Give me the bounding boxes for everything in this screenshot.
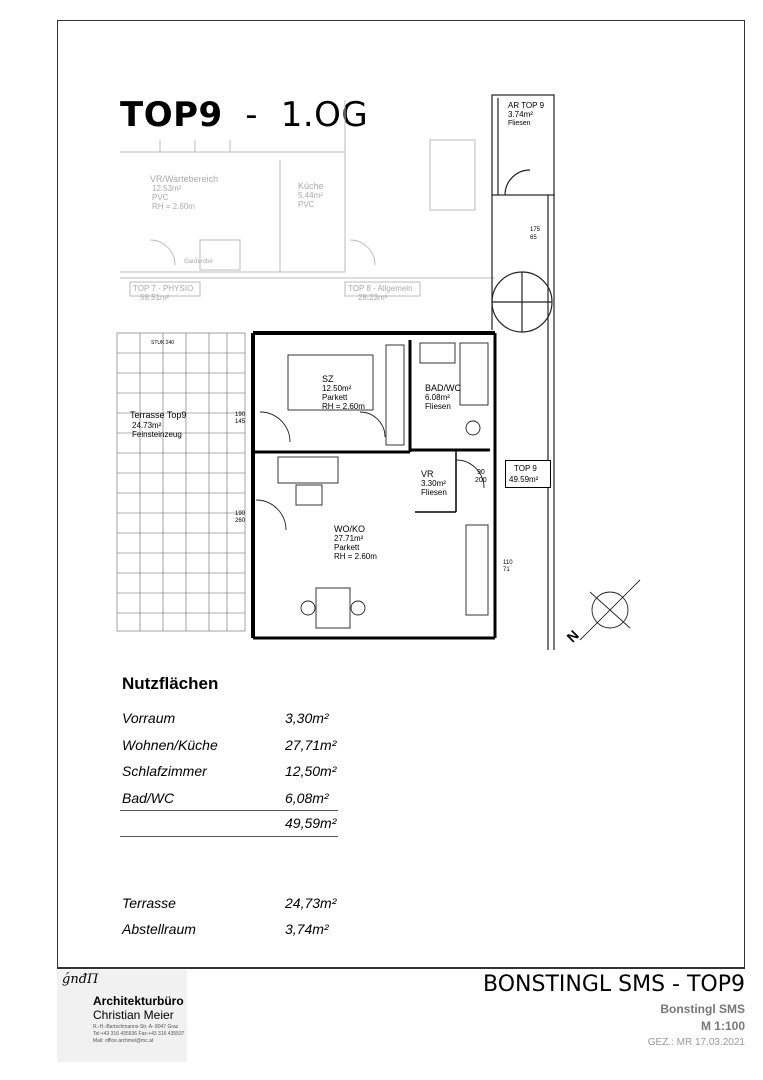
area-value: 24,73m²	[285, 895, 337, 911]
firm-mail: Mail: office.archmei@mc.at	[93, 1038, 154, 1044]
area-row	[122, 737, 382, 757]
room-label-wartebereich: VR/Wartebereich	[150, 174, 219, 184]
project-title: BONSTINGL SMS - TOP9	[483, 972, 745, 997]
room-area-terrace: 24.73m²	[132, 421, 162, 430]
tag-top7: TOP 7 - PHYSIO	[133, 284, 194, 293]
dim-260: 260	[235, 518, 246, 524]
room-height-sz: RH = 2.60m	[322, 402, 365, 411]
area-value: 3,30m²	[285, 710, 329, 726]
room-floor-wartebereich: PVC	[152, 193, 169, 202]
project-subtitle: Bonstingl SMS	[660, 1002, 745, 1016]
footer-divider	[57, 968, 745, 969]
room-area-vr: 3.30m²	[421, 479, 446, 488]
area-total: 49,59m²	[285, 815, 337, 831]
room-area-ar: 3.74m²	[508, 110, 533, 119]
room-floor-vr: Fliesen	[421, 488, 447, 497]
tag-top8: TOP 8 - Allgemein	[348, 284, 413, 293]
top9-tag	[505, 460, 551, 488]
area-value: 12,50m²	[285, 763, 337, 779]
room-label-ar: AR TOP 9	[508, 101, 545, 110]
area-name: Bad/WC	[122, 790, 175, 806]
room-area-sz: 12.50m²	[322, 384, 352, 393]
room-label-kueche: Küche	[298, 181, 324, 191]
area-value: 3,74m²	[285, 921, 329, 937]
room-area-bad: 6.08m²	[425, 393, 450, 402]
room-floor-sz: Parkett	[322, 393, 348, 402]
room-label-terrace: Terrasse Top9	[130, 410, 187, 420]
area-name: Vorraum	[122, 710, 176, 726]
firm-address: R.-H.-Bartschmanns-Str. A- 8047 Graz	[93, 1024, 179, 1030]
firm-name-line1: Architekturbüro	[93, 994, 184, 1008]
tag-top8-area: 28.23m²	[358, 293, 388, 302]
dim-71: 71	[503, 567, 510, 573]
sum-divider	[120, 810, 338, 811]
room-floor-woko: Parkett	[334, 543, 360, 552]
dim-65: 65	[530, 235, 537, 241]
dim-90: 90	[477, 469, 485, 476]
page-title: TOP9 - 1.OG	[120, 95, 369, 135]
dim-190-a: 190	[235, 412, 246, 418]
room-label-bad: BAD/WC	[425, 383, 461, 393]
garderobe-label: Garderobe	[184, 259, 213, 265]
dim-175: 175	[530, 227, 541, 233]
area-row	[122, 921, 382, 941]
dim-145: 145	[235, 419, 246, 425]
area-name: Abstellraum	[122, 921, 196, 937]
room-floor-kueche: PVC	[298, 200, 315, 209]
firm-phone: Tel:+43 316 435536 Fax:+43 316 435537	[93, 1031, 185, 1037]
dim-200: 200	[475, 477, 487, 484]
area-total-row	[122, 815, 382, 835]
room-height-woko: RH = 2.60m	[334, 552, 377, 561]
north-label: N	[563, 626, 582, 646]
drawn-by-date: GEZ.: MR 17.03.2021	[647, 1037, 745, 1048]
top9-tag-area: 49.59m²	[509, 475, 539, 484]
area-row	[122, 790, 382, 810]
room-area-kueche: 5.44m²	[298, 191, 323, 200]
tag-top7-area: 58.51m²	[140, 293, 170, 302]
dim-190-b: 190	[235, 511, 246, 517]
area-row	[122, 763, 382, 783]
room-area-woko: 27.71m²	[334, 534, 364, 543]
area-row	[122, 895, 382, 915]
dim-110: 110	[503, 560, 513, 566]
room-label-vr: VR	[421, 469, 434, 479]
room-label-woko: WO/KO	[334, 524, 365, 534]
area-name: Schlafzimmer	[122, 763, 207, 779]
sum-underline	[120, 836, 338, 837]
areas-title: Nutzflächen	[122, 674, 219, 693]
stuk-label: STUK 240	[151, 340, 175, 346]
firm-logo: ǵnđΠ	[62, 972, 99, 987]
area-row	[122, 710, 382, 730]
room-floor-ar: Fliesen	[508, 120, 531, 127]
room-floor-bad: Fliesen	[425, 402, 451, 411]
area-value: 27,71m²	[285, 737, 337, 753]
top9-tag-name: TOP 9	[514, 464, 537, 473]
area-name: Terrasse	[122, 895, 176, 911]
room-floor-terrace: Feinsteinzeug	[132, 430, 182, 439]
firm-name-line2: Christian Meier	[93, 1008, 174, 1022]
area-name: Wohnen/Küche	[122, 737, 218, 753]
project-scale: M 1:100	[700, 1019, 745, 1033]
room-label-sz: SZ	[322, 374, 334, 384]
area-value: 6,08m²	[285, 790, 329, 806]
room-area-wartebereich: 12.53m²	[152, 184, 182, 193]
room-height-wartebereich: RH = 2.60m	[152, 202, 195, 211]
firm-contact	[93, 1024, 189, 1045]
